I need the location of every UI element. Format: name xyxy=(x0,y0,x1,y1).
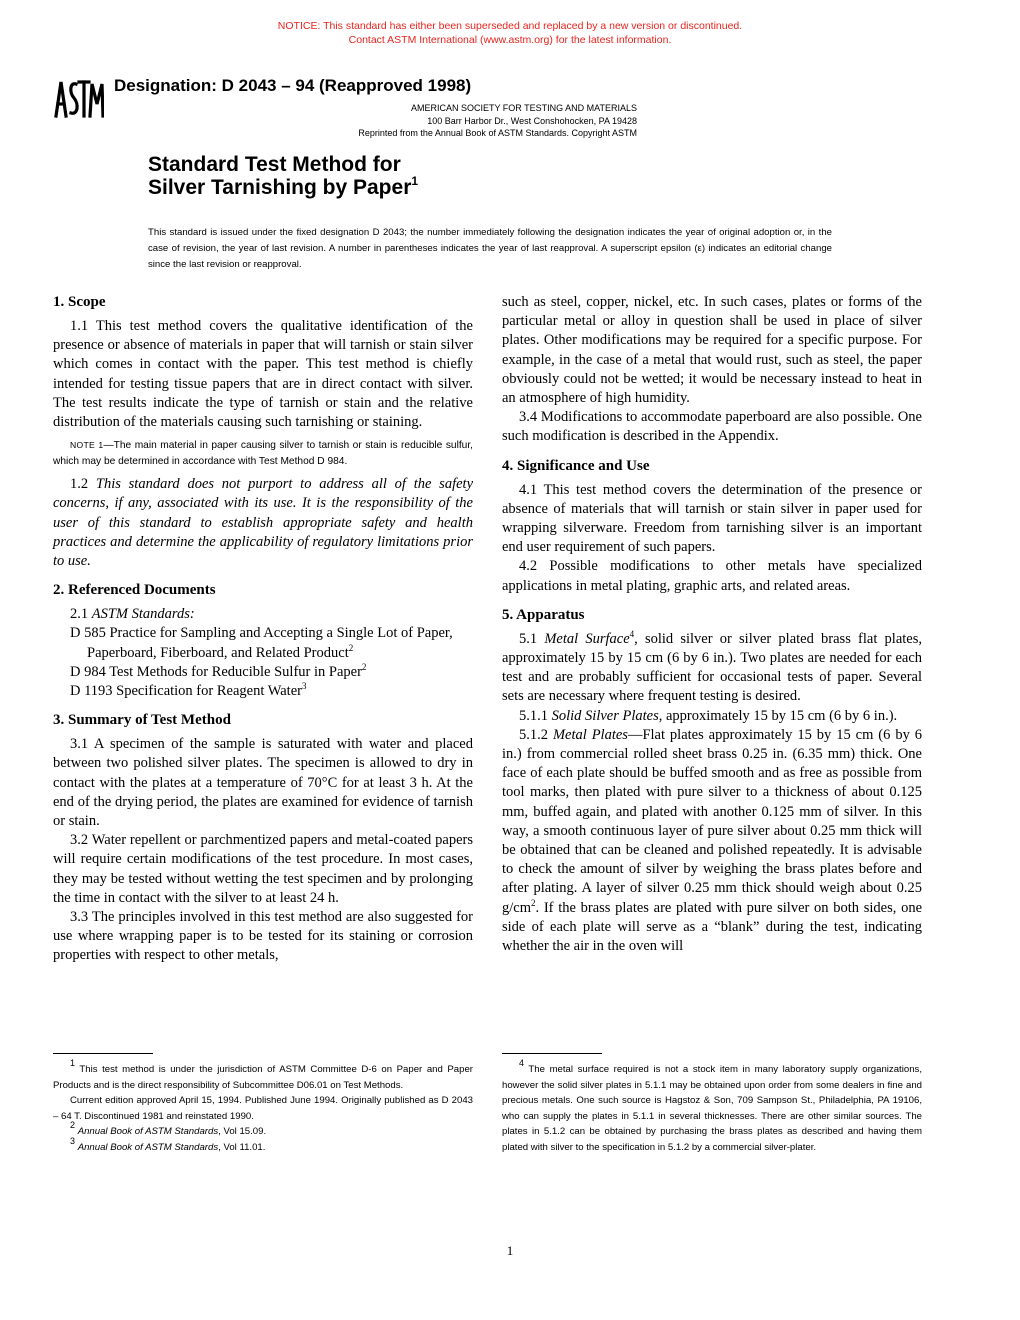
footnote-1: $^1$ This test method is under the jurisdiction of ASTM Committee D-6 on Paper and Paper Products and is the direct responsibility of Subcommittee D06.01 on Test Methods. xyxy=(53,1058,473,1091)
paragraph-3-1: 3.1 A specimen of the sample is saturated with water and placed between two polished silver plates. The specimen is allowed to dry in contact with the plates at a temperature of 70°C for at least 3 h. At the end of the drying period, the plates are examined for evidence of tarnish or stain. xyxy=(53,736,473,830)
title-footnote-mark: 1 xyxy=(411,174,419,188)
paragraph-1-1: 1.1 This test method covers the qualitative identification of the presence or absence of materials in paper that will tarnish or stain silver which comes in contact with the paper. This test method is chiefly intended for testing tissue papers that are in direct contact with silver. The test results indicate the type of tarnish or stain and the relative distribution of the materials causing such tarnishing or staining. xyxy=(53,318,473,431)
page-number: 1 xyxy=(506,1243,514,1258)
paragraph-4-2: 4.2 Possible modifications to other metals have specialized applications in metal plating, graphic arts, and related areas. xyxy=(502,558,922,594)
title-line-1: Standard Test Method for xyxy=(148,153,401,176)
footnote-2: $^2$ Annual Book of ASTM Standards, Vol 15.09. xyxy=(70,1120,267,1137)
left-column xyxy=(53,293,473,966)
paragraph-3-2: 3.2 Water repellent or parchmentized papers and metal-coated papers will require certain modifications of the test procedure. In most cases, they may be tested without wetting the test specimen and by prolonging the time in contact with the silver to at least 24 h. xyxy=(53,832,473,906)
reference-d1193: D 1193 Specification for Reagent Water$^3$ xyxy=(70,681,307,700)
paragraph-1-2: 1.2 This standard does not purport to address all of the safety concerns, if any, associated with its use. It is the responsibility of the user of this standard to establish appropriate safety and health practices and determine the applicability of regulatory limitations prior to use. xyxy=(53,476,474,570)
publisher-block xyxy=(358,102,637,140)
paragraph-3-3-continued: such as steel, copper, nickel, etc. In such cases, plates or forms of the particular metal or alloy in question shall be used in place of silver plates. Other modifications may be required for a specific purpose. For example, in the case of a metal that would rust, such as steel, the paper obviously could not be wetted; it would be necessary instead to heat in an atmosphere of high humidity. xyxy=(502,294,922,407)
section-heading-significance: 4. Significance and Use xyxy=(502,457,650,474)
reprint-line: Reprinted from the Annual Book of ASTM Standards. Copyright ASTM xyxy=(358,128,637,138)
publisher-name: AMERICAN SOCIETY FOR TESTING AND MATERIALS xyxy=(410,103,637,113)
svg-text:ASTM: ASTM xyxy=(52,78,55,79)
section-heading-referenced-documents: 2. Referenced Documents xyxy=(53,582,216,599)
footnotes-left xyxy=(53,1058,473,1155)
footnote-rule-right xyxy=(502,1053,602,1054)
note-1: NOTE 1—The main material in paper causing silver to tarnish or stain is reducible sulfur, which may be determined in accordance with Test Method D 984. xyxy=(53,440,473,467)
section-heading-summary: 3. Summary of Test Method xyxy=(53,712,231,729)
footnote-1-edition: Current edition approved April 15, 1994. Published June 1994. Originally published as D 2043 – 64 T. Discontinued 1981 and reinstated 1990. xyxy=(53,1095,473,1122)
issuance-statement: This standard is issued under the fixed designation D 2043; the number immediately following the designation indicates the year of original adoption or, in the case of revision, the year of last revision. A number in parentheses indicates the year of last reapproval. A superscript epsilon (ε) indicates an editorial change since the last revision or reapproval. xyxy=(148,227,832,270)
paragraph-4-1: 4.1 This test method covers the determination of the presence or absence of materials that will tarnish or stain silver in paper used for wrapping silverware. Freedom from tarnishing silver is an important end user requirement of such papers. xyxy=(502,481,922,556)
supersede-notice xyxy=(0,19,1020,47)
footnotes-right xyxy=(502,1058,922,1155)
notice-line-1: NOTICE: This standard has either been superseded and replaced by a new version or discontinued. xyxy=(277,20,743,32)
designation: Designation: D 2043 – 94 (Reapproved 1998) xyxy=(114,76,472,95)
footnote-4: $^4$ The metal surface required is not a stock item in many laboratory supply organizations, however the solid silver plates in 5.1.1 may be obtained upon order from some dealers in fine and precious metals. One such source is Hagstoz & Son, 709 Sampson St., Philadelphia, PA 19106, who can supply the plates in 5.1.1 in several thicknesses. There are other similar sources. The plates in 5.1.2 can be obtained by purchasing the brass plates as described and having them plated with silver to the specification in 5.1.2 by a commercial silver-plater. xyxy=(502,1058,922,1153)
footnote-rule-left xyxy=(53,1053,153,1054)
section-heading-apparatus: 5. Apparatus xyxy=(502,606,585,623)
note-label: NOTE 1 xyxy=(70,440,104,451)
title-line-2: Silver Tarnishing by Paper$^1$ xyxy=(148,174,419,199)
notice-line-2: Contact ASTM International (www.astm.org) for the latest information. xyxy=(348,34,672,46)
reference-d984: D 984 Test Methods for Reducible Sulfur in Paper$^2$ xyxy=(70,661,367,680)
section-heading-scope: 1. Scope xyxy=(53,294,106,310)
astm-logo xyxy=(52,78,104,118)
paragraph-2-1: 2.1 ASTM Standards: xyxy=(70,606,195,623)
paragraph-5-1: 5.1 Metal Surface$^4$, solid silver or silver plated brass flat plates, approximately 15 by 15 cm (6 by 6 in.). Two plates are needed for each test and are probably sufficient for occasional tests of paper. Several sets are necessary where frequent testing is desired. xyxy=(502,628,922,705)
reference-d585: D 585 Practice for Sampling and Accepting a Single Lot of Paper, Paperboard, Fiberboard, and Related Product$^2$ xyxy=(70,625,453,661)
paragraph-3-4: 3.4 Modifications to accommodate paperboard are also possible. One such modification is described in the Appendix. xyxy=(502,409,922,445)
paragraph-5-1-1: 5.1.1 Solid Silver Plates, approximately 15 by 15 cm (6 by 6 in.). xyxy=(519,707,898,724)
right-column xyxy=(502,293,922,956)
paragraph-5-1-2: 5.1.2 Metal Plates—Flat plates approximately 15 by 15 cm (6 by 6 in.) from commercial rolled sheet brass 0.25 in. (6.35 mm) thick. One face of each plate should be buffed smooth and as free as possible from tool marks, then plated with pure silver to a thickness of about 0.125 mm, buffed again, and plated with another 0.125 mm of silver. In this way, a smooth continuous layer of pure silver about 0.25 mm thick will be obtained that can be cleaned and polished repeatedly. It is advisable to check the amount of silver by weighing the brass plates before and after plating. A layer of silver 0.25 mm thick should weigh about 0.25 $g/cm^2$. If the brass plates are plated with pure silver on both sides, one side of each plate will serve as a “blank” during the test, indicating whether the air in the oven will xyxy=(502,726,922,955)
paragraph-3-3: 3.3 The principles involved in this test method are also suggested for use where wrapping paper is to be tested for its staining or corrosion properties with respect to other metals, xyxy=(53,909,473,964)
publisher-address: 100 Barr Harbor Dr., West Conshohocken, PA 19428 xyxy=(427,115,637,126)
footnote-3: $^3$ Annual Book of ASTM Standards, Vol 11.01. xyxy=(70,1135,266,1153)
